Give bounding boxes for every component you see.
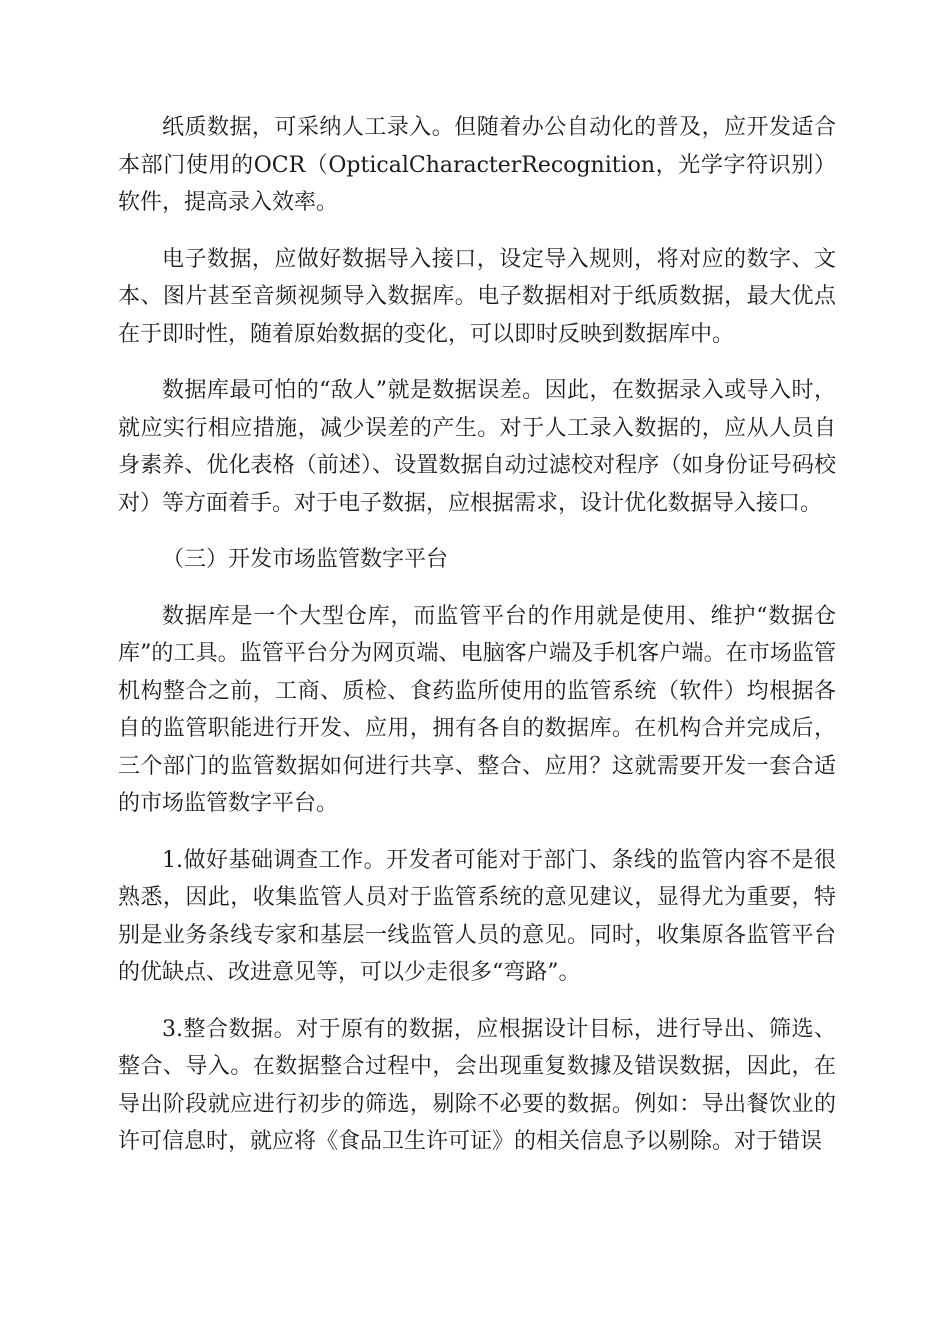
paragraph-basic-survey: 1.做好基础调查工作。开发者可能对于部门、条线的监管内容不是很熟悉，因此，收集监管人员对于监管系统的意见建议，显得尤为重要，特别是业务条线专家和基层一线监管人员的意见。同时，收集原各监管平台的优缺点、改进意见等，可以少走很多“弯路”。 — [118, 847, 836, 985]
paragraph-data-error: 数据库最可怕的“敌人”就是数据误差。因此，在数据录入或导入时，就应实行相应措施，减少误差的产生。对于人工录入数据的，应从人员自身素养、优化表格（前述）、设置数据自动过滤校对程序（如身份证号码校对）等方面着手。对于电子数据，应根据需求，设计优化数据导入接口。 — [118, 378, 836, 516]
paragraph-paper-data-entry: 纸质数据，可采纳人工录入。但随着办公自动化的普及，应开发适合本部门使用的OCR（OpticalCharacterRecognition，光学字符识别）软件，提高录入效率。 — [118, 115, 836, 215]
document-body — [118, 109, 836, 1180]
paragraph-platform-intro: 数据库是一个大型仓库，而监管平台的作用就是使用、维护“数据仓库”的工具。监管平台分为网页端、电脑客户端及手机客户端。在市场监管机构整合之前，工商、质检、食药监所使用的监管系统（软件）均根据各自的监管职能进行开发、应用，拥有各自的数据库。在机构合并完成后，三个部门的监管数据如何进行共享、整合、应用？这就需要开发一套合适的市场监管数字平台。 — [118, 603, 836, 816]
paragraph-data-integration: 3.整合数据。对于原有的数据，应根据设计目标，进行导出、筛选、整合、导入。在数据整合过程中，会出现重复数據及错误数据，因此，在导出阶段就应进行初步的筛选，剔除不必要的数据。例如：导出餐饮业的许可信息时，就应将《食品卫生许可证》的相关信息予以剔除。对于错误 — [118, 1016, 836, 1154]
section-heading: （三）开发市场监管数字平台 — [162, 547, 449, 572]
paragraph-electronic-data: 电子数据，应做好数据导入接口，设定导入规则，将对应的数字、文本、图片甚至音频视频导入数据库。电子数据相对于纸质数据，最大优点在于即时性，随着原始数据的变化，可以即时反映到数据库中。 — [118, 246, 836, 347]
